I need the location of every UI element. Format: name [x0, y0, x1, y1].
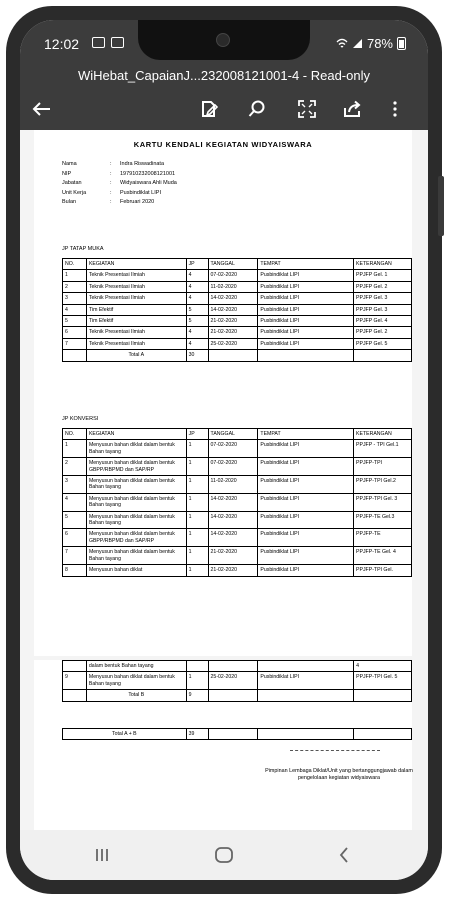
table-row	[63, 316, 412, 327]
table-row	[63, 293, 412, 304]
status-time: 12:02	[44, 36, 80, 52]
table-cell: 5	[186, 304, 208, 315]
wifi-icon	[336, 38, 348, 49]
table-cell: Pusbindiklat LIPI	[258, 327, 354, 338]
info-key: Bulan	[62, 199, 77, 206]
table-cell: Menyusun bahan diklat	[86, 565, 186, 576]
table-cell: 21-02-2020	[208, 565, 258, 576]
table-cell: 8	[63, 565, 87, 576]
column-header: TEMPAT	[258, 259, 354, 270]
table-cell: PPJFP-TPI	[354, 458, 412, 476]
table-cell: Pusbindiklat LIPI	[258, 476, 354, 494]
total-ab-row	[63, 729, 412, 740]
table-cell: Menyusun bahan diklat dalam bentuk Bahan tayang	[86, 511, 186, 529]
column-header: JP	[186, 259, 208, 270]
table-cell: Pusbindiklat LIPI	[258, 672, 354, 690]
table-cell: PPJFP Gel. 3	[354, 304, 412, 315]
table-cell: 4	[186, 293, 208, 304]
table-cell: 4	[186, 270, 208, 281]
table-cell: 4	[63, 304, 87, 315]
table-cell: Pusbindiklat LIPI	[258, 458, 354, 476]
document-title: WiHebat_CapaianJ...232008121001-4 - Read-only	[78, 68, 370, 83]
notch	[138, 20, 310, 60]
document-page-2	[34, 660, 412, 830]
table-cell: Teknik Presentasi Ilmiah	[86, 338, 186, 349]
table-cell: 14-02-2020	[208, 529, 258, 547]
total-a-label: Total A	[86, 350, 186, 361]
info-row: Bulan : Februari 2020	[62, 198, 177, 208]
home-icon[interactable]	[212, 844, 236, 866]
notification-icons	[92, 37, 124, 48]
table-cell: PPJFP-TE	[354, 529, 412, 547]
table-cell: Pusbindiklat LIPI	[258, 338, 354, 349]
document-page-1	[34, 130, 412, 656]
battery-icon	[397, 37, 406, 50]
table-cell	[208, 661, 258, 672]
table-cell: PPJFP Gel. 3	[354, 293, 412, 304]
table-row	[63, 270, 412, 281]
table-cell: Pusbindiklat LIPI	[258, 565, 354, 576]
table-cell: 25-02-2020	[208, 338, 258, 349]
table-cell: PPJFP Gel. 4	[354, 316, 412, 327]
table-cell: Menyusun bahan diklat dalam bentuk Bahan tayang	[86, 476, 186, 494]
table-cell: 3	[63, 293, 87, 304]
column-header: TANGGAL	[208, 259, 258, 270]
table-konversi-continued	[62, 660, 412, 702]
info-value: Indra Riswadinata	[120, 161, 165, 167]
table-header-row	[63, 259, 412, 270]
table-cell: 21-02-2020	[208, 327, 258, 338]
table-cell	[186, 661, 208, 672]
table-cell: 2	[63, 458, 87, 476]
table-cell: Teknik Presentasi Ilmiah	[86, 281, 186, 292]
info-value: Pusbindiklat LIPI	[120, 189, 161, 196]
camera-icon	[216, 33, 230, 47]
total-ab-value: 39	[186, 729, 208, 740]
table-cell: Pusbindiklat LIPI	[258, 304, 354, 315]
table-cell: Teknik Presentasi Ilmiah	[86, 327, 186, 338]
column-header: JP	[186, 429, 208, 440]
table-row	[63, 493, 412, 511]
table-row	[63, 440, 412, 458]
table-cell: 9	[63, 672, 87, 690]
table-cell: Pusbindiklat LIPI	[258, 293, 354, 304]
fullscreen-icon[interactable]	[294, 98, 320, 120]
app-bar	[20, 64, 428, 130]
table-cell: 4	[186, 281, 208, 292]
table-cell: Pusbindiklat LIPI	[258, 529, 354, 547]
message-notification-icon	[111, 37, 124, 48]
table-row	[63, 281, 412, 292]
table-cell: dalam bentuk Bahan tayang	[86, 661, 186, 672]
table-cell: 14-02-2020	[208, 511, 258, 529]
info-row: NIP : 197910232008121001	[62, 170, 177, 180]
table-row	[63, 672, 412, 690]
table-cell: PPJFP-TPI Gel. 3	[354, 493, 412, 511]
table-cell: Tim Efektif	[86, 304, 186, 315]
signature-caption: Pimpinan Lembaga Diklat/Unit yang bertanggungjawab dalam pengelolaan kegiatan widyaiswara	[265, 768, 413, 781]
column-header: NO.	[63, 429, 87, 440]
info-key: Jabatan	[62, 180, 82, 187]
gallery-notification-icon	[92, 37, 105, 48]
table-row	[63, 458, 412, 476]
table-cell: Tim Efektif	[86, 316, 186, 327]
table-cell: 1	[186, 529, 208, 547]
table-cell	[63, 661, 87, 672]
table-konversi	[62, 428, 412, 577]
status-right	[336, 36, 406, 51]
section-b-title: JP KONVERSI	[62, 416, 99, 422]
table-row	[63, 661, 412, 672]
column-header: KEGIATAN	[86, 259, 186, 270]
table-cell: Teknik Presentasi Ilmiah	[86, 293, 186, 304]
table-cell: PPJFP-TPI Gel.	[354, 565, 412, 576]
table-cell: 1	[186, 493, 208, 511]
table-cell: 4	[186, 338, 208, 349]
battery-percent: 78%	[366, 36, 393, 51]
column-header: KEGIATAN	[86, 429, 186, 440]
back-arrow-icon[interactable]	[28, 98, 54, 120]
table-cell: 3	[63, 476, 87, 494]
volume-button	[438, 176, 444, 236]
total-b-row	[63, 690, 412, 701]
share-icon[interactable]	[340, 98, 366, 120]
column-header: TANGGAL	[208, 429, 258, 440]
table-cell: Menyusun bahan diklat dalam bentuk Bahan tayang	[86, 440, 186, 458]
info-row: Unit Kerja : Pusbindiklat LIPI	[62, 189, 177, 199]
table-cell: 1	[186, 511, 208, 529]
doc-title: KARTU KENDALI KEGIATAN WIDYAISWARA	[133, 140, 313, 149]
table-cell: Pusbindiklat LIPI	[258, 511, 354, 529]
table-cell: Pusbindiklat LIPI	[258, 316, 354, 327]
table-cell: PPJFP Gel. 2	[354, 327, 412, 338]
table-header-row	[63, 429, 412, 440]
section-a-title: JP TATAP MUKA	[62, 246, 104, 252]
table-cell: Pusbindiklat LIPI	[258, 270, 354, 281]
table-cell: 1	[63, 440, 87, 458]
total-a-row	[63, 350, 412, 361]
table-cell: 2	[63, 281, 87, 292]
info-block	[62, 160, 177, 208]
table-cell: Pusbindiklat LIPI	[258, 493, 354, 511]
table-cell: 1	[186, 476, 208, 494]
table-cell: PPJFP - TPI Gel.1	[354, 440, 412, 458]
document-viewer[interactable]	[20, 130, 428, 830]
signature-line	[290, 750, 380, 751]
table-row	[63, 476, 412, 494]
info-value: Februari 2020	[120, 199, 155, 206]
table-cell: 21-02-2020	[208, 547, 258, 565]
table-cell: PPJFP Gel. 2	[354, 281, 412, 292]
column-header: KETERANGAN	[354, 259, 412, 270]
table-cell: 11-02-2020	[208, 281, 258, 292]
table-cell: 21-02-2020	[208, 316, 258, 327]
info-key: Unit Kerja	[62, 189, 87, 196]
table-cell: Menyusun bahan diklat dalam bentuk Bahan tayang	[86, 672, 186, 690]
table-row	[63, 547, 412, 565]
table-row	[63, 338, 412, 349]
table-cell: 07-02-2020	[208, 440, 258, 458]
info-row: Nama : Indra Riswadinata	[62, 160, 177, 170]
table-cell: 4	[186, 327, 208, 338]
phone-frame	[6, 6, 442, 894]
screen	[20, 20, 428, 880]
table-cell: 25-02-2020	[208, 672, 258, 690]
table-cell: 1	[186, 440, 208, 458]
table-row	[63, 529, 412, 547]
table-cell: Pusbindiklat LIPI	[258, 281, 354, 292]
info-key: Nama	[62, 161, 77, 167]
table-cell: Pusbindiklat LIPI	[258, 440, 354, 458]
table-cell: 7	[63, 547, 87, 565]
table-cell: 4	[63, 493, 87, 511]
table-cell: PPJFP Gel. 5	[354, 338, 412, 349]
table-cell: 1	[63, 270, 87, 281]
edit-icon[interactable]	[196, 98, 222, 120]
table-cell: 7	[63, 338, 87, 349]
navigation-bar	[20, 830, 428, 880]
table-cell: PPJFP-TPI Gel. 5	[354, 672, 412, 690]
table-cell: 5	[63, 316, 87, 327]
table-cell: 14-02-2020	[208, 293, 258, 304]
table-row	[63, 511, 412, 529]
table-cell: Menyusun bahan diklat dalam bentuk Bahan tayang	[86, 493, 186, 511]
table-cell: 11-02-2020	[208, 476, 258, 494]
table-row	[63, 565, 412, 576]
table-cell: 1	[186, 565, 208, 576]
table-total-ab	[62, 728, 412, 740]
recent-apps-icon[interactable]	[90, 844, 114, 866]
table-cell: Teknik Presentasi Ilmiah	[86, 270, 186, 281]
info-row: Jabatan : Widyaiswara Ahli Muda	[62, 179, 177, 189]
table-cell: 6	[63, 529, 87, 547]
column-header: NO.	[63, 259, 87, 270]
info-key: NIP	[62, 170, 72, 177]
info-value: 197910232008121001	[120, 170, 176, 177]
table-cell: Pusbindiklat LIPI	[258, 547, 354, 565]
total-b-label: Total B	[86, 690, 186, 701]
table-cell: Menyusun bahan diklat dalam bentuk GBPP/RBPMD dan SAP/RP	[86, 529, 186, 547]
table-cell: 07-02-2020	[208, 458, 258, 476]
table-cell: Menyusun bahan diklat dalam bentuk Bahan tayang	[86, 547, 186, 565]
total-ab-label: Total A + B	[63, 729, 187, 740]
total-b-value: 9	[186, 690, 208, 701]
table-row	[63, 304, 412, 315]
table-cell: 1	[186, 547, 208, 565]
table-cell: PPJFP Gel. 1	[354, 270, 412, 281]
table-cell: 1	[186, 458, 208, 476]
table-cell: PPJFP-TE Gel. 4	[354, 547, 412, 565]
column-header: TEMPAT	[258, 429, 354, 440]
table-cell: 5	[63, 511, 87, 529]
table-cell: 14-02-2020	[208, 304, 258, 315]
more-icon[interactable]	[382, 98, 408, 120]
table-tatap-muka	[62, 258, 412, 362]
nav-back-icon[interactable]	[332, 844, 356, 866]
total-a-value: 30	[186, 350, 208, 361]
table-cell: 4	[354, 661, 412, 672]
table-cell: Menyusun bahan diklat dalam bentuk GBPP/RBPMD dan SAP/RP	[86, 458, 186, 476]
table-cell: 6	[63, 327, 87, 338]
table-cell: 1	[186, 672, 208, 690]
column-header: KETERANGAN	[354, 429, 412, 440]
table-cell: PPJFP-TE Gel.3	[354, 511, 412, 529]
signal-icon	[352, 38, 363, 49]
table-cell: 5	[186, 316, 208, 327]
table-cell: PPJFP-TPI Gel.2	[354, 476, 412, 494]
table-cell: 07-02-2020	[208, 270, 258, 281]
table-row	[63, 327, 412, 338]
info-value: Widyaiswara Ahli Muda	[120, 180, 177, 187]
search-icon[interactable]	[244, 98, 270, 120]
table-cell: 14-02-2020	[208, 493, 258, 511]
status-bar	[20, 20, 428, 64]
table-cell	[258, 661, 354, 672]
